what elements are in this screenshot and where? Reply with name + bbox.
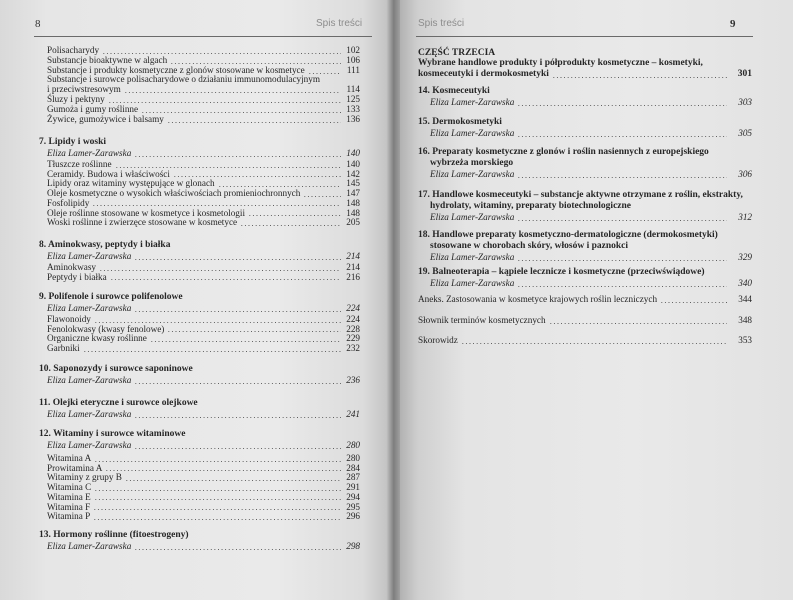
chapter-author-label: Eliza Lamer-Zarawska [430,169,515,179]
toc-entry-label: Oleje kosmetyczne o wysokich właściwościach promieniochronnych [47,188,301,199]
toc-entry[interactable] [47,503,360,513]
chapter-title: 15. Dermokosmetyki [418,117,502,127]
chapter-author[interactable] [430,128,752,139]
toc-entry-leader [110,273,341,281]
toc-entry-label: Witamina C [47,482,92,493]
left-running-head: Spis treści [316,18,363,29]
toc-entry-leader [92,199,341,207]
toc-entry-label: Fenolokwasy (kwasy fenolowe) [47,323,165,334]
toc-entry-page: 205 [346,217,360,228]
chapter-author-leader [134,253,341,261]
toc-entry-leader [308,67,341,75]
chapter-author[interactable] [47,409,360,420]
chapter-author-label: Eliza Lamer-Zarawska [47,541,132,551]
chapter-author-leader [517,254,727,262]
toc-entry[interactable] [47,493,360,503]
chapter-author[interactable] [47,440,360,451]
chapter-author[interactable] [47,148,360,159]
chapter-title: 19. Balneoterapia – kąpiele lecznicze i kosmetyczne (przeciwświądowe) [418,267,705,277]
toc-entry-label: Witaminy z grupy B [47,472,122,483]
toc-entry[interactable] [47,334,360,344]
toc-entry-page: 148 [346,197,360,208]
toc-entry-label: Żywice, gumożywice i balsamy [47,114,164,124]
chapter-author-page: 305 [738,128,752,138]
chapter-author-leader [134,442,341,450]
chapter-author-page: 236 [346,375,360,385]
chapter-title: 14. Kosmeceutyki [418,86,490,96]
back-matter-entry-label: Aneks. Zastosowania w kosmetyce krajowych roślin leczniczych [418,294,658,304]
toc-entry-label: Prowitamina A [47,462,103,473]
toc-entry-page: 142 [346,168,360,179]
toc-entry-page: 140 [346,159,360,169]
chapter-title: 8. Aminokwasy, peptydy i białka [39,240,171,250]
back-matter-entry[interactable] [418,336,752,346]
toc-entry-leader [94,493,341,501]
toc-entry-leader [102,47,341,55]
toc-entry-page: 295 [346,501,360,512]
toc-entry[interactable] [47,115,360,125]
chapter-author-leader [134,411,341,419]
right-header-rule [416,36,753,37]
left-page-number: 8 [35,18,41,30]
chapter-title: 12. Witaminy i surowce witaminowe [39,429,186,439]
chapter-author[interactable] [430,169,752,180]
toc-entry-leader [150,335,341,343]
toc-entry[interactable] [47,218,360,228]
toc-entry-label: Gumoża i gumy roślinne [47,104,139,114]
toc-entry-label: Witamina E [47,491,91,502]
left-header-rule [34,36,372,37]
chapter-title: wybrzeża morskiego [430,158,514,168]
part-title[interactable] [418,69,752,80]
toc-entry-label: Peptydy i białka [47,271,107,282]
back-matter-entry-leader [461,337,727,345]
toc-entry[interactable] [47,473,360,483]
toc-entry-page: 228 [346,323,360,334]
toc-entry-label: Ceramidy. Budowa i właściwości [47,168,170,179]
toc-entry-leader [93,503,341,511]
right-toc [418,44,752,600]
chapter-title: 7. Lipidy i woski [39,137,107,147]
back-matter-entry-label: Skorowidz [418,335,458,345]
chapter-author[interactable] [430,212,752,223]
toc-entry-page: 224 [346,314,360,324]
toc-entry-label: Organiczne kwasy roślinne [47,333,147,344]
chapter-author-label: Eliza Lamer-Zarawska [47,409,132,419]
toc-entry-page: 294 [346,491,360,502]
toc-entry[interactable] [47,483,360,493]
chapter-author-leader [134,377,341,385]
toc-entry[interactable] [47,512,360,522]
chapter-author-page: 241 [346,409,360,419]
toc-entry-page: 133 [346,104,360,114]
back-matter-entry[interactable] [418,316,752,326]
toc-entry-page: 232 [346,343,360,354]
chapter-author-leader [517,130,727,138]
chapter-author-leader [134,305,341,313]
toc-entry-leader [94,484,341,492]
left-page [0,0,394,600]
chapter-author-page: 140 [346,148,360,158]
chapter-author[interactable] [47,375,360,386]
chapter-author[interactable] [47,303,360,314]
part-title-label: kosmeceutyki i dermokosmetyki [418,69,549,79]
toc-entry-leader [167,325,341,333]
chapter-author-leader [517,214,727,222]
chapter-author[interactable] [47,541,360,552]
toc-entry[interactable] [47,199,360,209]
chapter-author-page: 224 [346,303,360,313]
toc-entry-page: 148 [346,207,360,218]
toc-entry-leader [93,513,341,521]
toc-entry-leader [240,219,341,227]
back-matter-entry-leader [549,317,727,325]
toc-entry-page: 284 [346,462,360,473]
chapter-title: 13. Hormony roślinne (fitoestrogeny) [39,530,189,540]
toc-entry-page: 145 [346,178,360,189]
back-matter-entry-page: 353 [738,335,752,345]
chapter-author-leader [517,171,727,179]
toc-entry-label: Flawonoidy [47,314,91,324]
chapter-author-leader [517,280,727,288]
chapter-title-line2: stosowane w chorobach skóry, włosów i paznokci [430,241,629,251]
back-matter-entry-page: 348 [738,315,752,325]
toc-entry-label: Garbniki [47,343,80,354]
chapter-author-leader [134,543,341,551]
chapter-author[interactable] [47,251,360,262]
toc-entry-label: i przeciwstresowym [47,84,121,94]
chapter-title-line1: 18. Handlowe preparaty kosmetyczno-dermatologiczne (dermokosmetyki) [418,230,718,240]
toc-entry-line1: Substancje i surowce polisacharydowe o działaniu immunomodulacyjnym [47,74,321,85]
part-title-leader [552,71,727,79]
chapter-author-page: 303 [738,97,752,107]
toc-entry-leader [303,190,341,198]
toc-entry-label: Witamina F [47,501,91,512]
chapter-author-page: 340 [738,278,752,288]
toc-entry-leader [94,455,341,463]
toc-entry-page: 125 [346,94,360,104]
toc-entry-page: 229 [346,333,360,344]
toc-entry-leader [105,464,341,472]
toc-entry-label: Witamina P [47,511,91,522]
chapter-title-line1: 17. Handlowe kosmeceutyki – substancje aktywne otrzymane z roślin, ekstrakty, [418,190,743,200]
chapter-author-label: Eliza Lamer-Zarawska [47,303,132,313]
toc-entry-label: Woski roślinne i zwierzęce stosowane w kosmetyce [47,217,238,228]
chapter-author-page: 214 [346,251,360,261]
right-running-head: Spis treści [418,18,465,29]
toc-entry[interactable] [47,344,360,354]
toc-entry[interactable] [47,273,360,283]
chapter-title-line2: hydrolaty, witaminy, preparaty biotechnologiczne [430,201,631,211]
chapter-title: 10. Saponozydy i surowce saponinowe [39,364,193,374]
left-toc [39,44,360,600]
toc-entry-leader [83,345,341,353]
right-page-number: 9 [730,18,736,30]
toc-entry-leader [173,170,341,178]
chapter-author-label: Eliza Lamer-Zarawska [430,252,515,262]
toc-entry-label: Tłuszcze roślinne [47,159,112,169]
part-title-line1: Wybrane handlowe produkty i półprodukty kosmetyczne – kosmetyki, [418,58,703,68]
toc-entry-leader [99,264,341,272]
toc-entry-leader [248,209,341,217]
chapter-author-label: Eliza Lamer-Zarawska [430,278,515,288]
toc-entry-leader [218,180,341,188]
chapter-author-label: Eliza Lamer-Zarawska [47,251,132,261]
toc-entry-leader [94,316,341,324]
toc-entry-leader [108,96,341,104]
toc-entry-page: 147 [346,188,360,199]
chapter-author-label: Eliza Lamer-Zarawska [47,375,132,385]
toc-entry-page: 106 [346,55,360,65]
toc-entry-page: 102 [346,45,360,55]
part-label: CZĘŚĆ TRZECIA [418,48,496,58]
toc-entry-page: 296 [346,511,360,522]
toc-entry-leader [124,86,341,94]
toc-entry-page: 214 [346,262,360,272]
chapter-author-label: Eliza Lamer-Zarawska [430,128,515,138]
toc-entry-leader [167,116,341,124]
back-matter-entry[interactable] [418,295,752,305]
chapter-author[interactable] [430,278,752,289]
back-matter-entry-label: Słownik terminów kosmetycznych [418,315,546,325]
chapter-title: 9. Polifenole i surowce polifenolowe [39,292,183,302]
toc-entry-label: Śluzy i pektyny [47,94,105,104]
right-page [394,0,793,600]
chapter-author-leader [517,99,727,107]
chapter-author-label: Eliza Lamer-Zarawska [47,440,132,450]
chapter-title-line1: 16. Preparaty kosmetyczne z glonów i roślin nasiennych z europejskiego [418,147,709,157]
toc-entry-leader [170,57,341,65]
chapter-author-leader [134,150,341,158]
toc-entry-page: 114 [346,84,360,94]
toc-entry-label: Substancje bioaktywne w algach [47,55,168,65]
toc-entry-page: 287 [346,472,360,483]
toc-entry-label: Lipidy oraz witaminy występujące w glonach [47,178,215,189]
book-gutter [386,0,400,600]
chapter-author-page: 306 [738,169,752,179]
toc-entry-leader [141,106,341,114]
toc-entry-label: Substancje i produkty kosmetyczne z glonów stosowane w kosmetyce [47,65,305,75]
chapter-author-page: 280 [346,440,360,450]
chapter-author-label: Eliza Lamer-Zarawska [47,148,132,158]
chapter-author-page: 298 [346,541,360,551]
back-matter-entry-page: 344 [738,294,752,304]
chapter-author-page: 312 [738,212,752,222]
chapter-author-label: Eliza Lamer-Zarawska [430,97,515,107]
toc-entry-page: 291 [346,482,360,493]
toc-entry-label: Oleje roślinne stosowane w kosmetyce i kosmetologii [47,207,246,218]
toc-entry-page: 111 [346,65,360,75]
toc-entry-label: Fosfolipidy [47,197,90,208]
chapter-author[interactable] [430,252,752,263]
chapter-author-page: 329 [738,252,752,262]
chapter-author[interactable] [430,97,752,108]
toc-entry-leader [115,161,341,169]
toc-entry-page: 216 [346,271,360,282]
chapter-title: 11. Olejki eteryczne i surowce olejkowe [39,398,198,408]
toc-entry-label: Aminokwasy [47,262,96,272]
toc-entry[interactable] [47,189,360,199]
part-title-page: 301 [737,69,752,79]
toc-entry-page: 136 [346,114,360,124]
back-matter-entry-leader [660,296,727,304]
toc-entry-leader [125,474,341,482]
toc-entry-page: 280 [346,453,360,463]
toc-entry-label: Polisacharydy [47,45,100,55]
toc-entry-label: Witamina A [47,453,92,463]
chapter-author-label: Eliza Lamer-Zarawska [430,212,515,222]
